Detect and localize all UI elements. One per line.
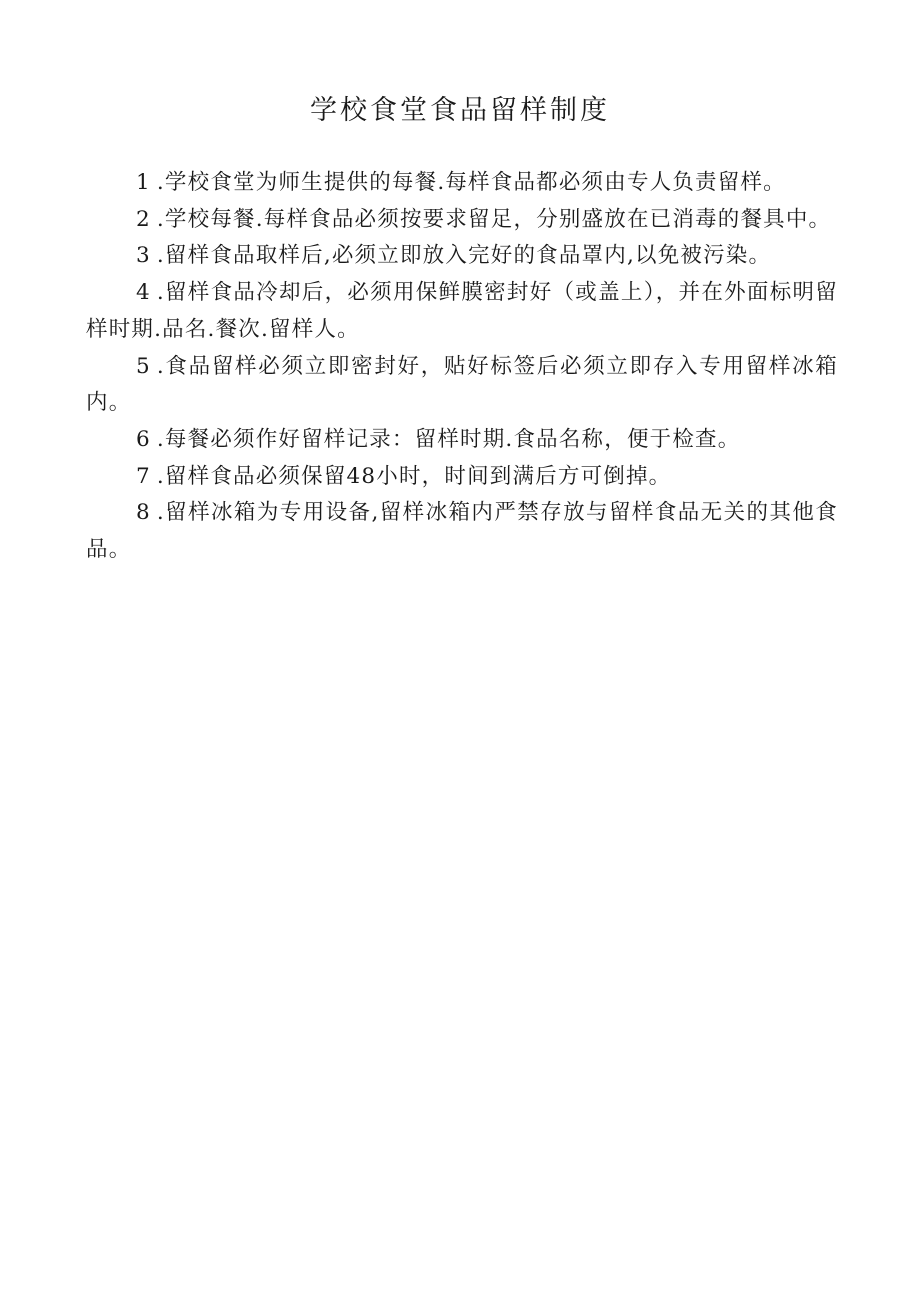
paragraph-number: 6	[136, 426, 151, 452]
paragraph-number: 3	[136, 243, 151, 269]
paragraph-6	[86, 422, 838, 459]
paragraph-1	[86, 165, 838, 202]
paragraph-number: 2	[136, 206, 151, 232]
paragraph-text: .留样食品必须保留48小时，时间到满后方可倒掉。	[156, 463, 672, 489]
paragraph-2	[86, 202, 838, 239]
paragraph-number: 4	[136, 280, 151, 306]
paragraph-text: .学校每餐.每样食品必须按要求留足，分别盛放在已消毒的餐具中。	[156, 206, 832, 232]
document-title: 学校食堂食品留样制度	[310, 95, 610, 126]
paragraph-8	[86, 495, 838, 568]
paragraph-text: .留样食品取样后,必须立即放入完好的食品罩内,以免被污染。	[156, 243, 772, 269]
document-body	[86, 165, 838, 569]
paragraph-text: .每餐必须作好留样记录：留样时期.食品名称，便于检查。	[156, 426, 741, 452]
paragraph-3	[86, 238, 838, 275]
paragraph-text: .学校食堂为师生提供的每餐.每样食品都必须由专人负责留样。	[156, 170, 786, 195]
paragraph-7	[86, 459, 838, 496]
paragraph-text: .留样冰箱为专用设备,留样冰箱内严禁存放与留样食品无关的其他食品。	[86, 500, 838, 563]
paragraph-5	[86, 349, 838, 422]
paragraph-text: .留样食品冷却后，必须用保鲜膜密封好（或盖上），并在外面标明留样时期.品名.餐次.留样人。	[86, 280, 838, 342]
paragraph-4	[86, 275, 838, 348]
paragraph-number: 5	[136, 353, 151, 379]
paragraph-text: .食品留样必须立即密封好，贴好标签后必须立即存入专用留样冰箱内。	[86, 353, 838, 416]
paragraph-number: 1	[136, 170, 151, 195]
paragraph-number: 7	[136, 463, 151, 489]
paragraph-number: 8	[136, 500, 151, 526]
